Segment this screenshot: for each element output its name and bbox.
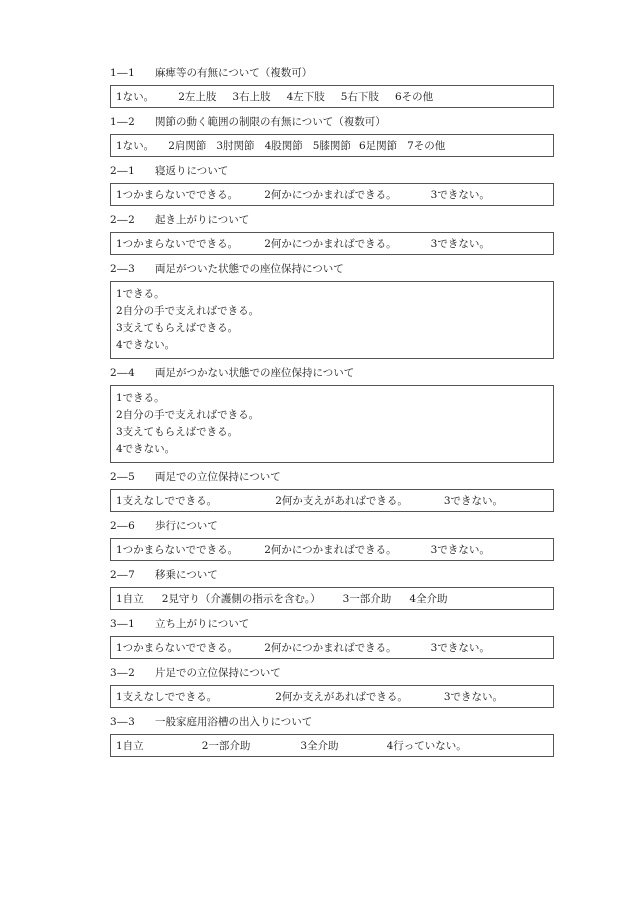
question-title: [110, 262, 555, 277]
answer-option[interactable]: 1支えなしでできる。: [116, 691, 218, 703]
answer-option[interactable]: 4左下肢: [286, 91, 325, 103]
answer-option[interactable]: 3支えてもらえばできる。: [116, 322, 239, 334]
answer-box: [110, 385, 554, 463]
question-text: 寝返りについて: [155, 165, 229, 177]
answer-option[interactable]: 4全介助: [409, 593, 448, 605]
question-text: 両足がつかない状態での座位保持について: [155, 367, 355, 379]
answer-option[interactable]: 4行っていない。: [386, 740, 467, 752]
question-number: 3―3: [110, 716, 136, 728]
question-title: [110, 366, 555, 381]
question-text: 片足での立位保持について: [155, 667, 281, 679]
question-number: 2―6: [110, 520, 136, 532]
answer-option[interactable]: 2一部介助: [201, 740, 251, 752]
assessment-form: [110, 60, 555, 757]
answer-option[interactable]: 2自分の手で支えればできる。: [116, 305, 260, 317]
answer-option[interactable]: 3できない。: [443, 691, 504, 703]
question-text: 一般家庭用浴槽の出入りについて: [155, 716, 313, 728]
answer-option[interactable]: 3できない。: [430, 238, 490, 250]
answer-option[interactable]: 6足関節: [358, 140, 398, 152]
question-title: [110, 164, 555, 179]
answer-option[interactable]: 1つかまらないでできる。: [116, 642, 239, 654]
answer-option[interactable]: 1自立: [116, 593, 144, 605]
answer-option[interactable]: 1つかまらないでできる。: [116, 544, 239, 556]
answer-option[interactable]: 1できる。: [116, 288, 165, 300]
question-title: [110, 66, 555, 81]
question-title: [110, 519, 555, 534]
answer-option[interactable]: 4できない。: [116, 339, 176, 351]
question-title: [110, 715, 555, 730]
question-number: 2―2: [110, 214, 136, 226]
answer-option[interactable]: 2自分の手で支えればできる。: [116, 409, 260, 421]
question-text: 両足での立位保持について: [155, 471, 281, 483]
question-title: [110, 115, 555, 130]
answer-option[interactable]: 2見守り（介護側の指示を含む。）: [161, 593, 321, 605]
answer-option[interactable]: 2肩関節: [168, 140, 207, 152]
answer-option[interactable]: 3できない。: [443, 495, 504, 507]
question-text: 起き上がりについて: [155, 214, 250, 226]
question-text: 移乗について: [155, 569, 218, 581]
answer-box: [110, 587, 554, 610]
answer-option[interactable]: 3一部介助: [342, 593, 392, 605]
answer-box: [110, 134, 554, 157]
answer-box: [110, 232, 554, 255]
question-number: 3―1: [110, 618, 136, 630]
answer-box: [110, 489, 554, 512]
answer-box: [110, 183, 554, 206]
question-text: 立ち上がりについて: [155, 618, 250, 630]
question-number: 1―1: [110, 67, 136, 79]
answer-box: [110, 636, 554, 659]
answer-option[interactable]: 1つかまらないでできる。: [116, 238, 239, 250]
answer-option[interactable]: 2何かにつかまればできる。: [264, 642, 397, 654]
answer-box: [110, 538, 554, 561]
question-title: [110, 568, 555, 583]
answer-option[interactable]: 3できない。: [430, 189, 490, 201]
answer-option[interactable]: 3できない。: [430, 642, 490, 654]
question-number: 2―7: [110, 569, 136, 581]
question-title: [110, 666, 555, 681]
answer-option[interactable]: 5右下肢: [340, 91, 379, 103]
answer-option[interactable]: 1自立: [116, 740, 144, 752]
question-number: 2―4: [110, 367, 136, 379]
answer-option[interactable]: 2左上肢: [178, 91, 217, 103]
answer-option[interactable]: 1ない。: [116, 140, 155, 152]
answer-option[interactable]: 3全介助: [300, 740, 339, 752]
question-title: [110, 470, 555, 485]
answer-option[interactable]: 1できる。: [116, 392, 165, 404]
question-number: 2―5: [110, 471, 136, 483]
question-text: 関節の動く範囲の制限の有無について（複数可）: [155, 116, 386, 128]
answer-box: [110, 85, 554, 108]
answer-option[interactable]: 6その他: [394, 91, 434, 103]
answer-option[interactable]: 2何か支えがあればできる。: [275, 495, 408, 507]
answer-option[interactable]: 1ない。: [116, 91, 155, 103]
question-text: 歩行について: [155, 520, 218, 532]
answer-option[interactable]: 3支えてもらえばできる。: [116, 426, 239, 438]
question-number: 1―2: [110, 116, 136, 128]
question-number: 2―1: [110, 165, 136, 177]
answer-box: [110, 685, 554, 708]
answer-box: [110, 734, 554, 757]
answer-option[interactable]: 2何かにつかまればできる。: [264, 189, 397, 201]
answer-option[interactable]: 4できない。: [116, 443, 176, 455]
answer-option[interactable]: 4股関節: [264, 140, 303, 152]
question-text: 両足がついた状態での座位保持について: [155, 263, 344, 275]
question-title: [110, 213, 555, 228]
answer-option[interactable]: 3右上肢: [232, 91, 271, 103]
question-number: 3―2: [110, 667, 136, 679]
question-number: 2―3: [110, 263, 136, 275]
answer-option[interactable]: 1支えなしでできる。: [116, 495, 218, 507]
answer-option[interactable]: 1つかまらないでできる。: [116, 189, 239, 201]
question-title: [110, 617, 555, 632]
answer-box: [110, 281, 554, 359]
answer-option[interactable]: 2何か支えがあればできる。: [275, 691, 408, 703]
answer-option[interactable]: 2何かにつかまればできる。: [264, 544, 397, 556]
answer-option[interactable]: 3できない。: [430, 544, 490, 556]
answer-option[interactable]: 7その他: [407, 140, 446, 152]
answer-option[interactable]: 2何かにつかまればできる。: [264, 238, 397, 250]
answer-option[interactable]: 5膝関節: [312, 140, 351, 152]
answer-option[interactable]: 3肘関節: [216, 140, 255, 152]
question-text: 麻痺等の有無について（複数可）: [155, 67, 313, 79]
